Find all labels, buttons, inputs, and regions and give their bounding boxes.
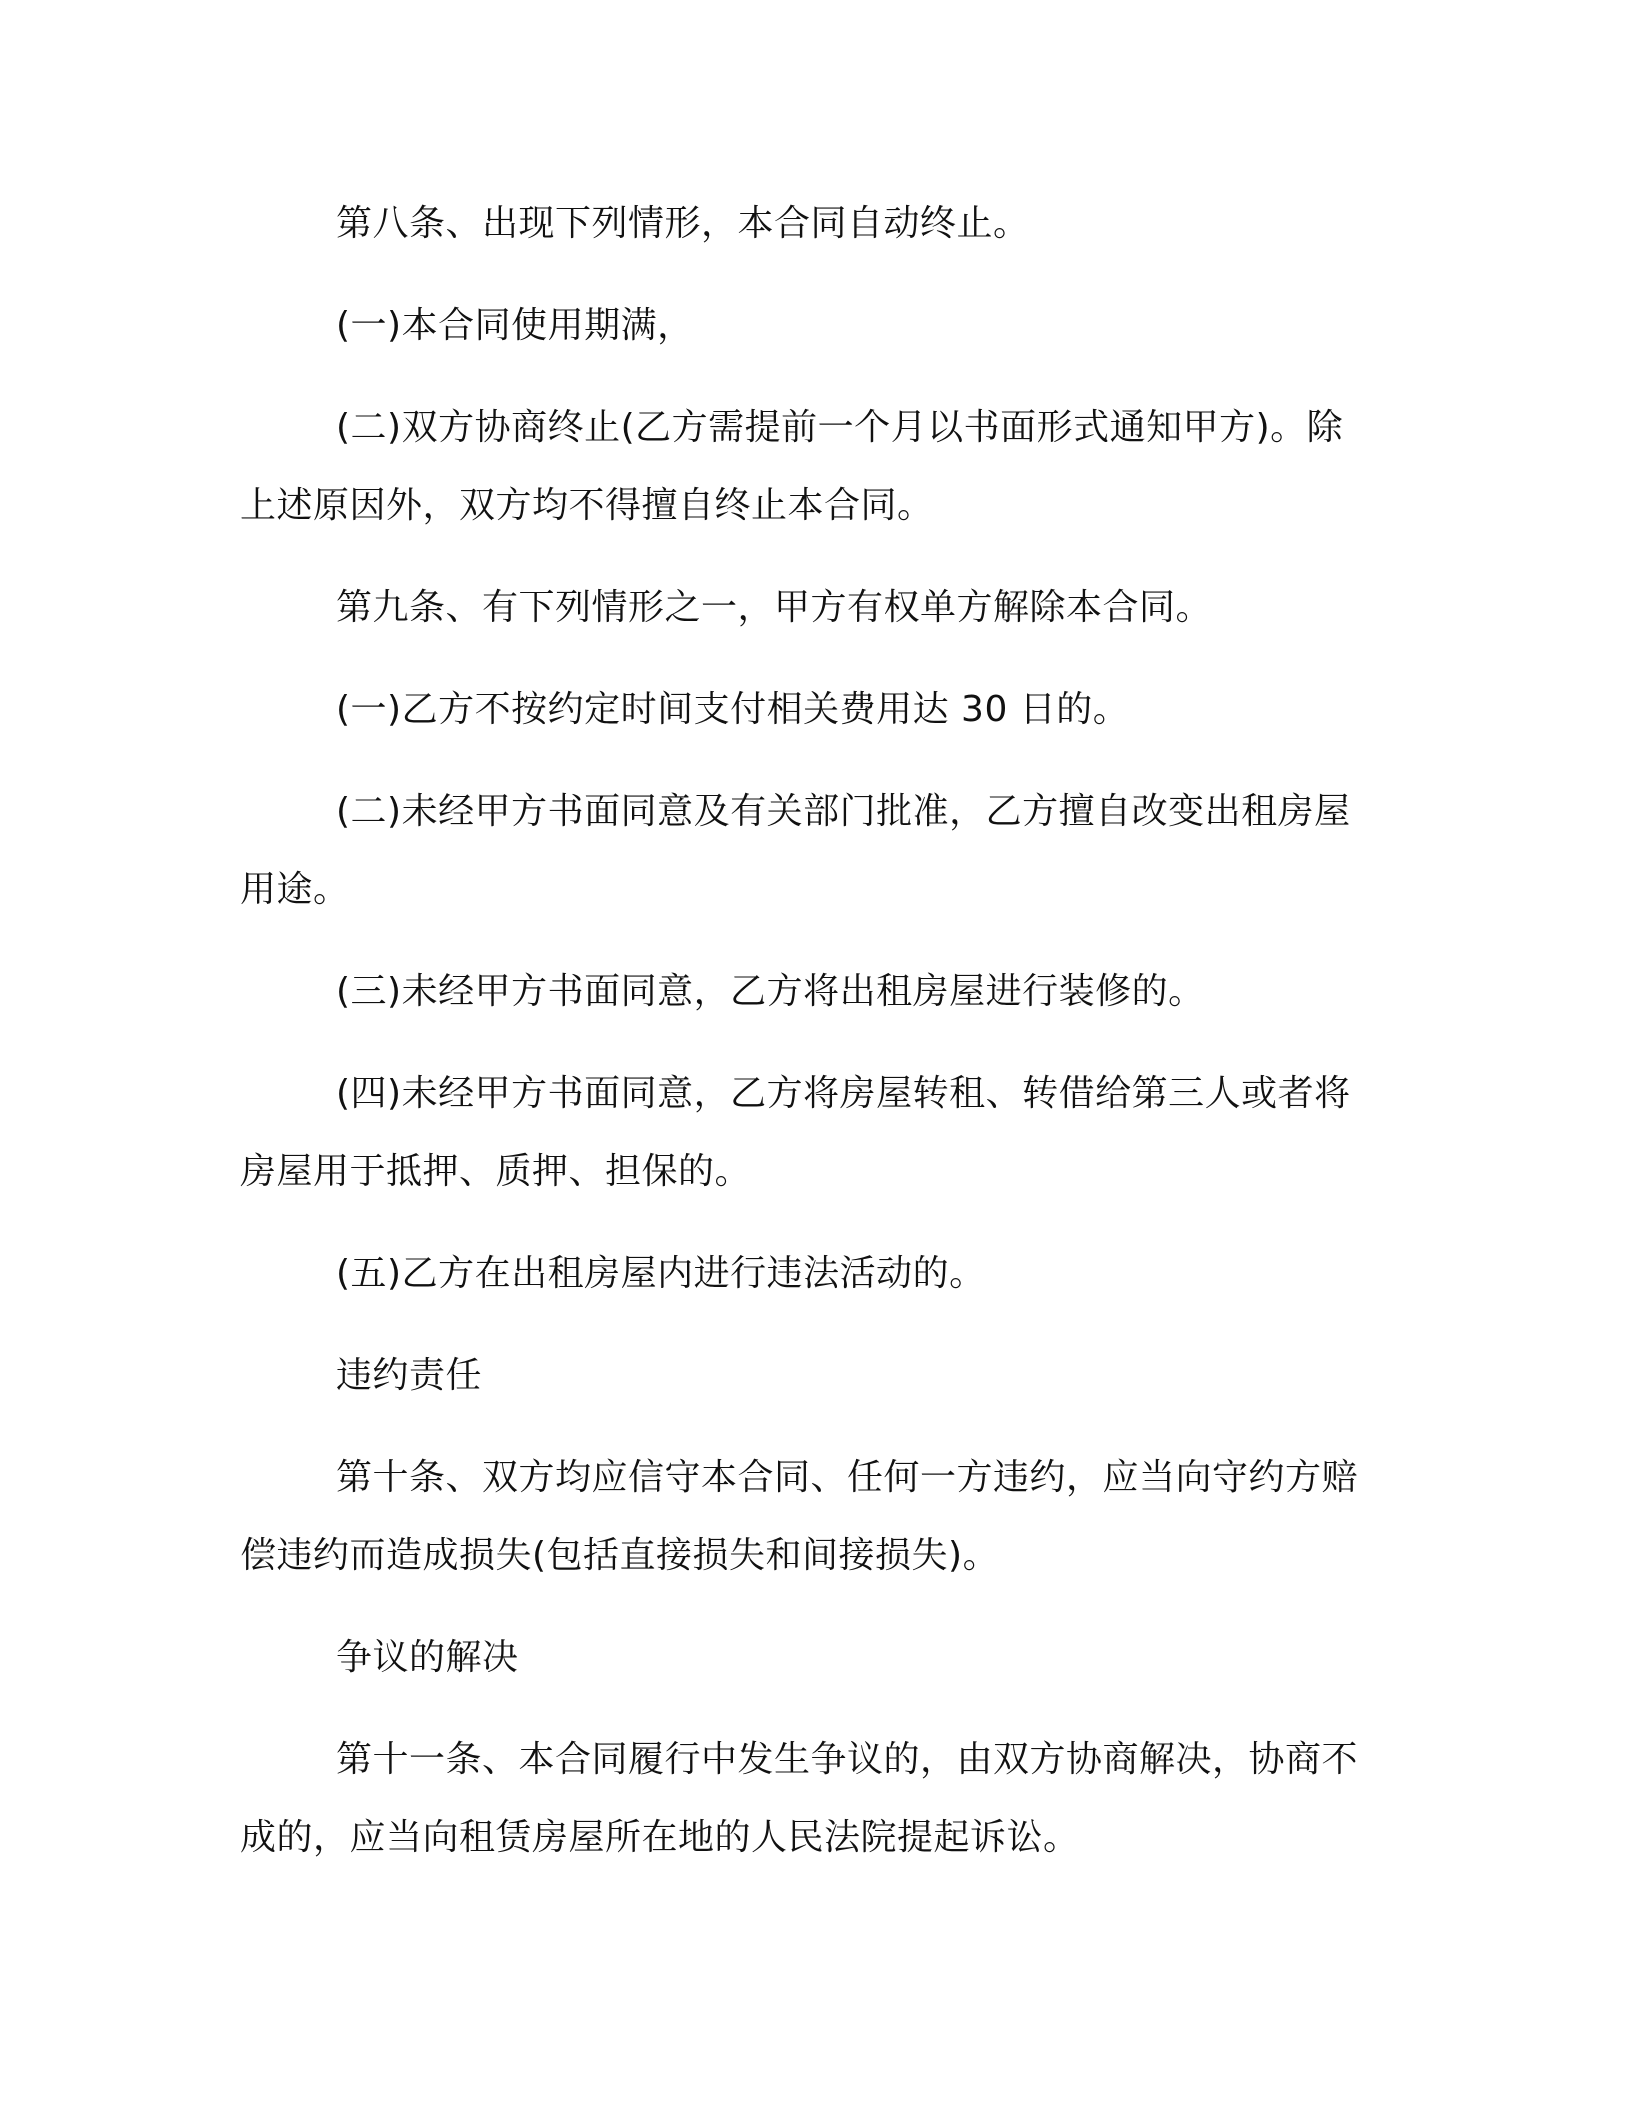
text-line: 第八条、出现下列情形，本合同自动终止。: [336, 203, 1030, 244]
paragraph-article-9-item-1: [240, 671, 1380, 749]
section-heading-dispute-resolution: [240, 1619, 1380, 1697]
text-line: 第九条、有下列情形之一，甲方有权单方解除本合同。: [336, 587, 1213, 628]
text-line: (一)乙方不按约定时间支付相关费用达 30 日的。: [336, 689, 1130, 730]
text-line: 上述原因外，双方均不得擅自终止本合同。: [240, 485, 934, 526]
text-line: 用途。: [240, 869, 350, 910]
text-line: (五)乙方在出租房屋内进行违法活动的。: [336, 1253, 986, 1294]
paragraph-article-8-item-2: [240, 389, 1380, 545]
paragraph-article-9-item-4: [240, 1055, 1380, 1211]
paragraph-article-9-item-3: [240, 953, 1380, 1031]
text-line: (三)未经甲方书面同意，乙方将出租房屋进行装修的。: [336, 971, 1205, 1012]
text-line: 违约责任: [336, 1355, 483, 1396]
paragraph-article-8-item-1: [240, 287, 1380, 365]
paragraph-article-10: [240, 1439, 1380, 1595]
text-line: 房屋用于抵押、质押、担保的。: [240, 1151, 752, 1192]
text-line: (一)本合同使用期满，: [336, 305, 694, 346]
text-line: (二)未经甲方书面同意及有关部门批准，乙方擅自改变出租房屋: [336, 791, 1351, 832]
text-line: 争议的解决: [336, 1637, 519, 1678]
text-line: 第十一条、本合同履行中发生争议的，由双方协商解决，协商不: [336, 1739, 1359, 1780]
text-line: 成的，应当向租赁房屋所在地的人民法院提起诉讼。: [240, 1817, 1080, 1858]
paragraph-article-9-item-5: [240, 1235, 1380, 1313]
text-line: 第十条、双方均应信守本合同、任何一方违约，应当向守约方赔: [336, 1457, 1359, 1498]
section-heading-breach-liability: [240, 1337, 1380, 1415]
text-line: (四)未经甲方书面同意，乙方将房屋转租、转借给第三人或者将: [336, 1073, 1351, 1114]
text-line: (二)双方协商终止(乙方需提前一个月以书面形式通知甲方)。除: [336, 407, 1344, 448]
paragraph-article-8: [240, 185, 1380, 263]
paragraph-article-11: [240, 1721, 1380, 1877]
paragraph-article-9-item-2: [240, 773, 1380, 929]
text-line: 偿违约而造成损失(包括直接损失和间接损失)。: [240, 1535, 1000, 1576]
document-page: [240, 185, 1380, 1901]
paragraph-article-9: [240, 569, 1380, 647]
